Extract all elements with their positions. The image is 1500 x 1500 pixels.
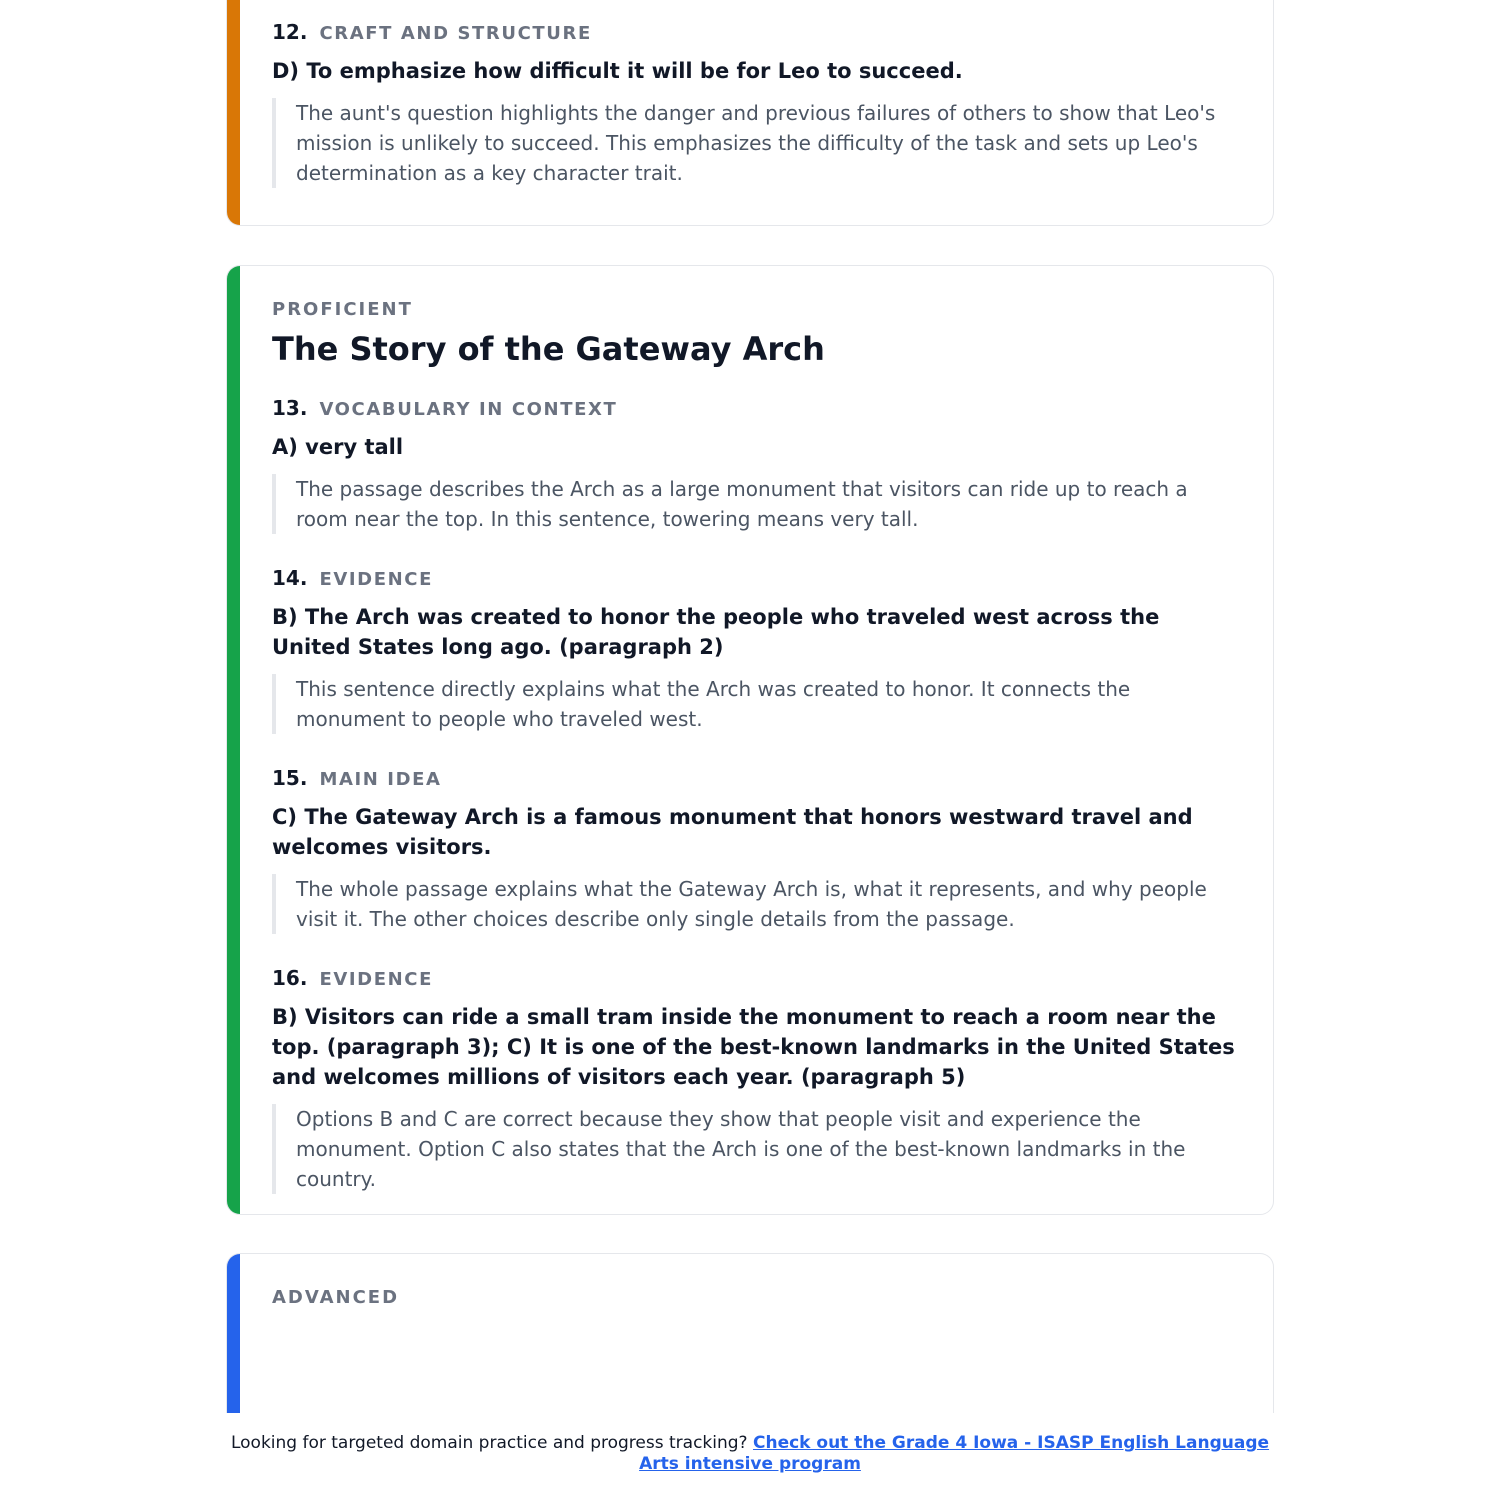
level-label: PROFICIENT <box>272 299 413 320</box>
level-color-bar <box>227 1254 240 1413</box>
correct-answer: D) To emphasize how difficult it will be for Leo to succeed. <box>272 59 963 83</box>
footer-promo <box>225 1433 1275 1475</box>
question-category: MAIN IDEA <box>319 769 442 790</box>
question-number: 14. <box>272 566 308 590</box>
program-link[interactable]: Check out the Grade 4 Iowa - ISASP English Language Arts intensive program <box>639 1433 1270 1474</box>
answer-card-craft <box>226 0 1274 226</box>
question-13 <box>272 396 1239 534</box>
question-number: 15. <box>272 766 308 790</box>
answer-explanation: The passage describes the Arch as a large monument that visitors can ride up to reach a room near the top. In this sentence, towering means very tall. <box>272 474 1239 534</box>
question-12 <box>272 20 1239 188</box>
question-number: 16. <box>272 966 308 990</box>
correct-answer: C) The Gateway Arch is a famous monument that honors westward travel and welcomes visitors. <box>272 805 1193 859</box>
answer-explanation: The whole passage explains what the Gateway Arch is, what it represents, and why people visit it. The other choices describe only single details from the passage. <box>272 874 1239 934</box>
footer-text: Looking for targeted domain practice and progress tracking? <box>230 1433 753 1453</box>
answer-explanation: Options B and C are correct because they show that people visit and experience the monument. Option C also states that the Arch is one of the best-known landmarks in the country. <box>272 1104 1239 1194</box>
level-color-bar <box>227 0 240 225</box>
question-category: VOCABULARY IN CONTEXT <box>319 399 618 420</box>
level-label: ADVANCED <box>272 1287 400 1308</box>
correct-answer: B) Visitors can ride a small tram inside the monument to reach a room near the top. (paragraph 3); C) It is one of the best-known landmarks in the United States and welcomes millions of visitors each year. (paragraph 5) <box>272 1005 1235 1089</box>
question-category: CRAFT AND STRUCTURE <box>319 23 592 44</box>
question-category: EVIDENCE <box>319 569 433 590</box>
level-color-bar <box>227 266 240 1214</box>
question-number: 12. <box>272 20 308 44</box>
answer-card-advanced <box>226 1253 1274 1413</box>
question-category: EVIDENCE <box>319 969 433 990</box>
passage-title: The Story of the Gateway Arch <box>272 330 825 368</box>
question-number: 13. <box>272 396 308 420</box>
answer-card-proficient <box>226 265 1274 1215</box>
question-16 <box>272 966 1239 1194</box>
answer-explanation: This sentence directly explains what the Arch was created to honor. It connects the monument to people who traveled west. <box>272 674 1239 734</box>
answer-explanation: The aunt's question highlights the danger and previous failures of others to show that Leo's mission is unlikely to succeed. This emphasizes the difficulty of the task and sets up Leo's determination as a key character trait. <box>272 98 1239 188</box>
question-14 <box>272 566 1239 734</box>
correct-answer: B) The Arch was created to honor the people who traveled west across the United States long ago. (paragraph 2) <box>272 605 1160 659</box>
correct-answer: A) very tall <box>272 435 404 459</box>
question-15 <box>272 766 1239 934</box>
